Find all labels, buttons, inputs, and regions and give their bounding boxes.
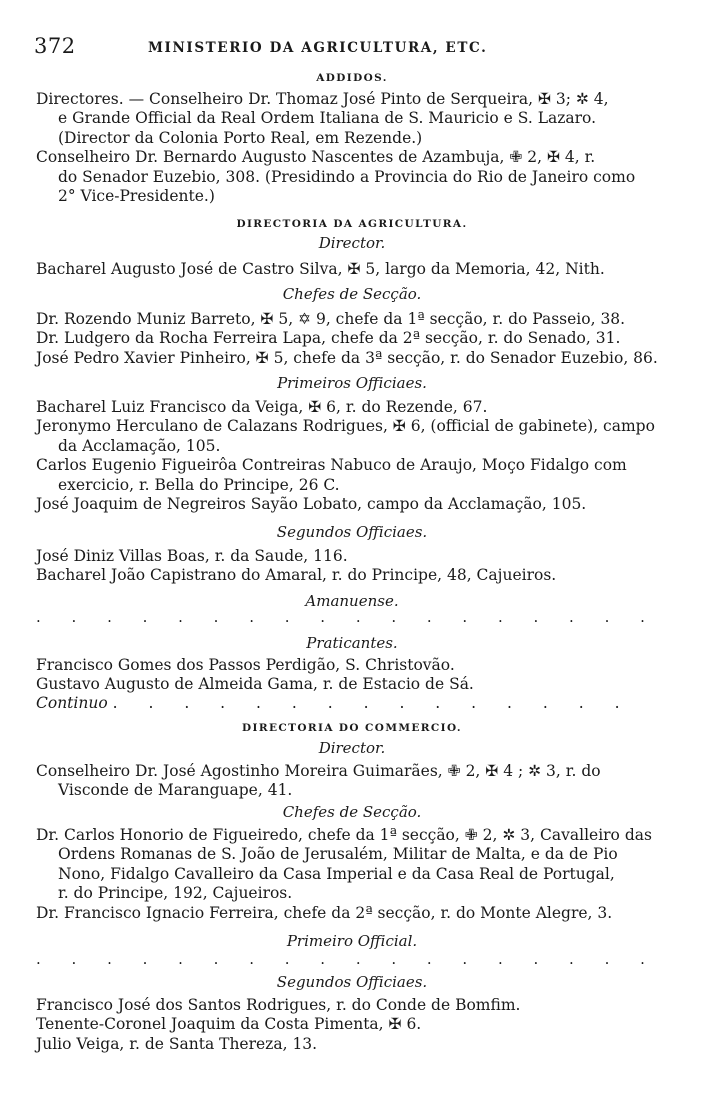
subheading-amanuense: Amanuense. [305, 592, 399, 610]
text-line: Francisco Gomes dos Passos Perdigão, S. Christovão. [36, 656, 455, 674]
text-line: do Senador Euzebio, 308. (Presidindo a Provincia do Rio de Janeiro como [58, 167, 636, 186]
page-number: 372 [34, 34, 76, 58]
text-line: Bacharel João Capistrano do Amaral, r. do Principe, 48, Cajueiros. [36, 566, 557, 585]
text-line: Nono, Fidalgo Cavalleiro da Casa Imperial e da Casa Real de Portugal, [58, 864, 615, 883]
section-heading-addidos: ADDIDOS. [316, 72, 388, 84]
addidos-block [36, 90, 672, 206]
text-line: 2° Vice-Presidente.) [58, 187, 215, 206]
text-line: Jeronymo Herculano de Calazans Rodrigues, ✠ 6, (official de gabinete), campo [36, 417, 655, 436]
text-line: Bacharel Luiz Francisco da Veiga, ✠ 6, r. do Rezende, 67. [36, 398, 488, 416]
page-header [34, 34, 674, 62]
text-line: José Pedro Xavier Pinheiro, ✠ 5, chefe da 3ª secção, r. do Senador Euzebio, 86. [36, 348, 658, 367]
director-block [36, 762, 672, 801]
text-line: Gustavo Augusto de Almeida Gama, r. de Estacio de Sá. [36, 675, 474, 694]
subheading-director: Director. [318, 234, 386, 252]
text-line: r. do Principe, 192, Cajueiros. [58, 884, 293, 903]
text-line: (Director da Colonia Porto Real, em Rezende.) [58, 128, 423, 147]
praticantes-block [36, 656, 672, 695]
text-line: exercicio, r. Bella do Principe, 26 C. [58, 475, 340, 494]
subheading-director: Director. [318, 739, 386, 757]
text-line: Ordens Romanas de S. João de Jerusalém, Militar de Malta, e da de Pio [58, 845, 618, 864]
text-line: Directores. — Conselheiro Dr. Thomaz José Pinto de Serqueira, ✠ 3; ✲ 4, [36, 90, 609, 108]
text-line: Dr. Rozendo Muniz Barreto, ✠ 5, ✡ 9, chefe da 1ª secção, r. do Passeio, 38. [36, 310, 626, 328]
text-line: da Acclamação, 105. [58, 436, 221, 455]
text-line: Visconde de Maranguape, 41. [58, 781, 293, 800]
chefes-block [36, 310, 672, 368]
chefes-block [36, 826, 672, 923]
subheading-chefes: Chefes de Secção. [282, 285, 422, 303]
subheading-primeiro: Primeiro Official. [286, 932, 418, 950]
subheading-segundos: Segundos Officiaes. [276, 523, 428, 541]
continuo-row [36, 694, 672, 713]
director-block [36, 260, 672, 279]
continuo-label: Continuo [36, 694, 108, 712]
dot-leader: . . . . . . . . . . . . . . . . . . [36, 950, 658, 968]
dot-leader: . . . . . . . . . . . . . . . . . . [36, 608, 658, 626]
text-line: Tenente-Coronel Joaquim da Costa Pimenta, ✠ 6. [36, 1015, 422, 1034]
text-line: Bacharel Augusto José de Castro Silva, ✠ 5, largo da Memoria, 42, Nith. [36, 260, 605, 278]
running-title: MINISTERIO DA AGRICULTURA, ETC. [148, 40, 488, 56]
section-heading-dir-commercio: DIRECTORIA DO COMMERCIO. [242, 722, 462, 734]
subheading-chefes: Chefes de Secção. [282, 803, 422, 821]
segundos-block [36, 547, 672, 586]
text-line: José Diniz Villas Boas, r. da Saude, 116. [36, 547, 348, 565]
segundos-block [36, 996, 672, 1054]
section-heading-dir-agricultura: DIRECTORIA DA AGRICULTURA. [236, 218, 468, 230]
text-line: Conselheiro Dr. Bernardo Augusto Nascentes de Azambuja, ✙ 2, ✠ 4, r. [36, 148, 596, 167]
text-line: Dr. Carlos Honorio de Figueiredo, chefe da 1ª secção, ✙ 2, ✲ 3, Cavalleiro das [36, 826, 652, 844]
text-line: Francisco José dos Santos Rodrigues, r. do Conde de Bomfim. [36, 996, 521, 1014]
text-line: Conselheiro Dr. José Agostinho Moreira Guimarães, ✙ 2, ✠ 4 ; ✲ 3, r. do [36, 762, 601, 780]
text-line: Carlos Eugenio Figueirôa Contreiras Nabuco de Araujo, Moço Fidalgo com [36, 456, 627, 475]
dot-leader: . . . . . . . . . . . . . . . [112, 694, 633, 712]
text-line: José Joaquim de Negreiros Sayão Lobato, campo da Acclamação, 105. [36, 495, 587, 514]
subheading-segundos: Segundos Officiaes. [276, 973, 428, 991]
subheading-praticantes: Praticantes. [306, 634, 398, 652]
text-line: Dr. Ludgero da Rocha Ferreira Lapa, chefe da 2ª secção, r. do Senado, 31. [36, 329, 621, 348]
text-line: Dr. Francisco Ignacio Ferreira, chefe da 2ª secção, r. do Monte Alegre, 3. [36, 903, 613, 922]
primeiros-block [36, 398, 672, 514]
text-line: e Grande Official da Real Ordem Italiana de S. Mauricio e S. Lazaro. [58, 109, 597, 128]
text-line: Julio Veiga, r. de Santa Thereza, 13. [36, 1034, 318, 1053]
subheading-primeiros: Primeiros Officiaes. [277, 374, 427, 392]
